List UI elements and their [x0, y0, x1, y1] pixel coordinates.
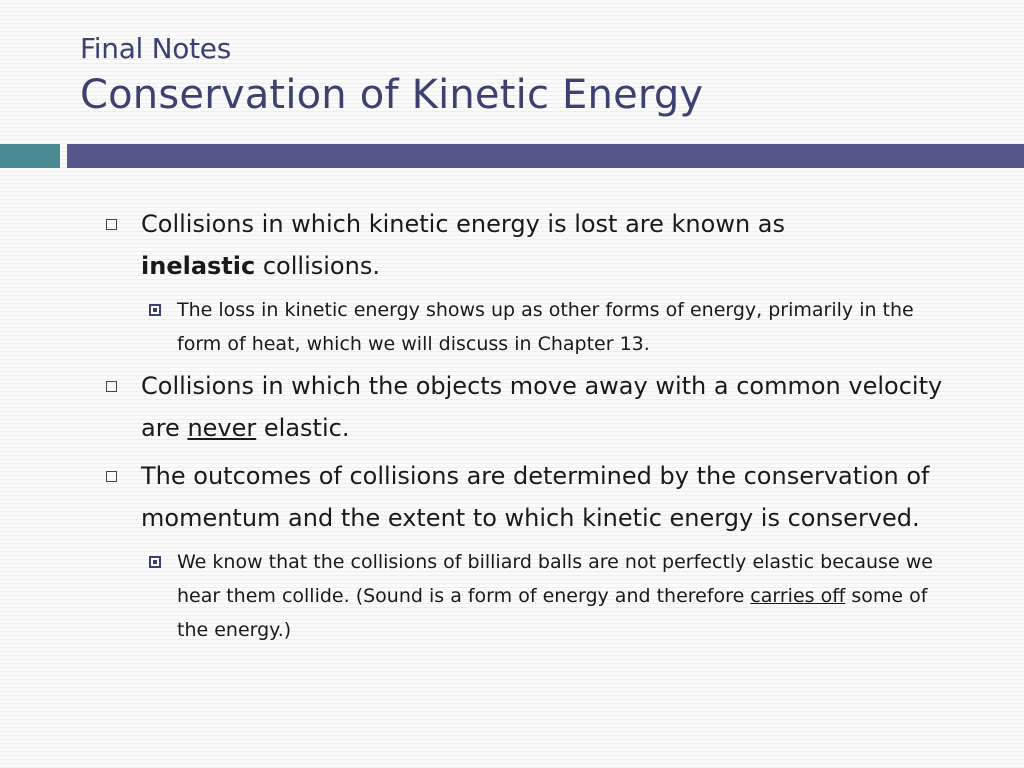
filled-square-in-square-icon	[149, 556, 161, 568]
slide-header	[80, 30, 1000, 122]
sub-bullet-underlined-term: carries off	[750, 585, 846, 607]
hollow-square-icon	[106, 381, 117, 392]
slide-title: Conservation of Kinetic Energy	[80, 72, 704, 118]
sub-bullet-text: some of the energy.)	[177, 585, 928, 641]
accent-bar-purple	[67, 144, 1024, 168]
bullet-underlined-term: never	[187, 414, 257, 442]
sub-bullet-text: The loss in kinetic energy shows up as other forms of energy, primarily in the form of heat, which we will discuss in Chapter 13.	[177, 299, 914, 355]
bullet-text: Collisions in which kinetic energy is lost are known as	[141, 210, 786, 238]
bullet-text: The outcomes of collisions are determined by the conservation of momentum and the extent to which kinetic energy is conserved.	[141, 462, 930, 532]
bullet-item	[100, 455, 960, 539]
hollow-square-icon	[106, 471, 117, 482]
accent-bar-teal	[0, 144, 60, 168]
sub-bullet-item	[100, 545, 960, 647]
bullet-text: elastic.	[256, 414, 350, 442]
sub-bullet-text: We know that the collisions of billiard balls are not perfectly elastic because we hear them collide. (Sound is a form of energy and therefore	[177, 551, 933, 607]
bullet-bold-term: inelastic	[141, 252, 256, 280]
hollow-square-icon	[106, 219, 117, 230]
bullet-item	[100, 203, 960, 287]
filled-square-in-square-icon	[149, 304, 161, 316]
slide-supertitle: Final Notes	[80, 32, 232, 65]
bullet-text: Collisions in which the objects move away with a common velocity are	[141, 372, 943, 442]
sub-bullet-item	[100, 293, 960, 361]
slide-content	[100, 203, 960, 651]
bullet-item	[100, 365, 960, 449]
bullet-text: collisions.	[255, 252, 380, 280]
